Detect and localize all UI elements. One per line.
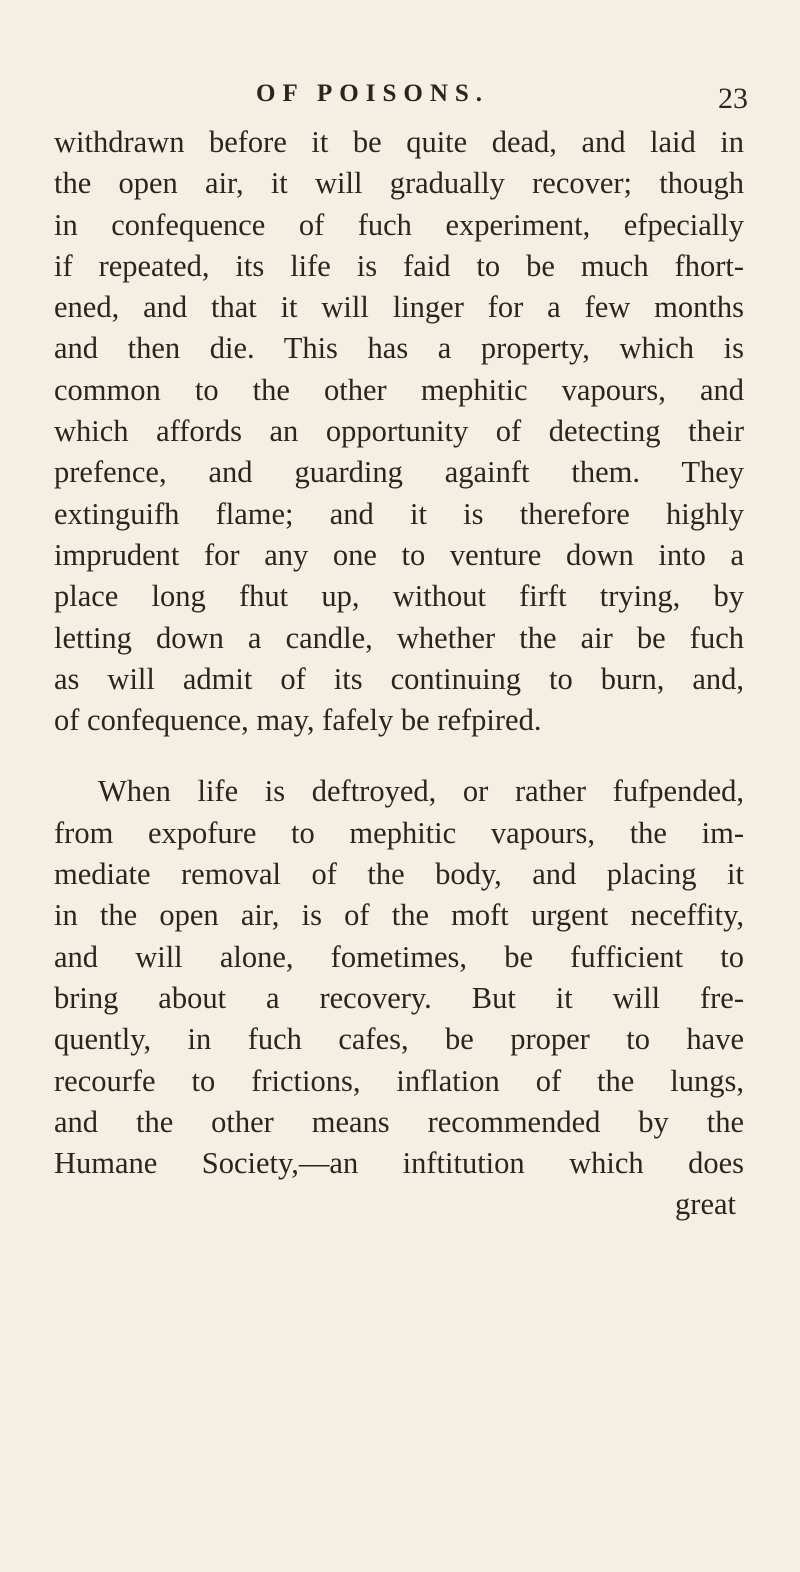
- text-line: which affords an opportunity of detecting their: [54, 414, 744, 449]
- text-line: ened, and that it will linger for a few months: [54, 290, 744, 325]
- text-line: and then die. This has a property, which is: [54, 331, 744, 366]
- text-line: bring about a recovery. But it will fre-: [54, 980, 744, 1015]
- text-line: and the other means recommended by the: [54, 1104, 744, 1139]
- text-line: and will alone, fometimes, be fufficient to: [54, 939, 744, 974]
- text-line: prefence, and guarding againft them. They: [54, 455, 744, 490]
- text-line: place long fhut up, without firft trying, by: [54, 579, 744, 614]
- text-line: mediate removal of the body, and placing it: [54, 857, 744, 892]
- paragraph-1: [54, 122, 744, 741]
- text-line: recourfe to frictions, inflation of the lungs,: [54, 1063, 744, 1098]
- text-line: in the open air, is of the moft urgent neceffity,: [54, 898, 744, 933]
- text-line: if repeated, its life is faid to be much fhort-: [54, 248, 744, 283]
- catchword: great: [675, 1187, 736, 1222]
- paragraph-spacer: [54, 741, 744, 771]
- text-line: imprudent for any one to venture down into a: [54, 537, 744, 572]
- page-number: 23: [718, 82, 748, 115]
- text-line: quently, in fuch cafes, be proper to have: [54, 1022, 744, 1057]
- text-line: the open air, it will gradually recover; though: [54, 166, 744, 201]
- text-line: of confequence, may, fafely be refpired.: [54, 703, 542, 738]
- text-line: letting down a candle, whether the air be fuch: [54, 620, 744, 655]
- paragraph-2: [54, 771, 744, 1184]
- text-line: in confequence of fuch experiment, efpecially: [54, 207, 744, 242]
- body-text: [54, 122, 744, 1226]
- text-line: When life is deftroyed, or rather fufpended,: [98, 774, 744, 809]
- text-line: from expofure to mephitic vapours, the im-: [54, 815, 744, 850]
- text-line: withdrawn before it be quite dead, and laid in: [54, 125, 744, 159]
- page-header: [0, 80, 800, 116]
- text-line: common to the other mephitic vapours, and: [54, 372, 744, 407]
- running-head: OF POISONS.: [256, 80, 490, 107]
- text-line: as will admit of its continuing to burn, and,: [54, 661, 744, 696]
- text-line: Humane Society,—an inftitution which does: [54, 1146, 744, 1181]
- text-line: extinguifh flame; and it is therefore highly: [54, 496, 744, 531]
